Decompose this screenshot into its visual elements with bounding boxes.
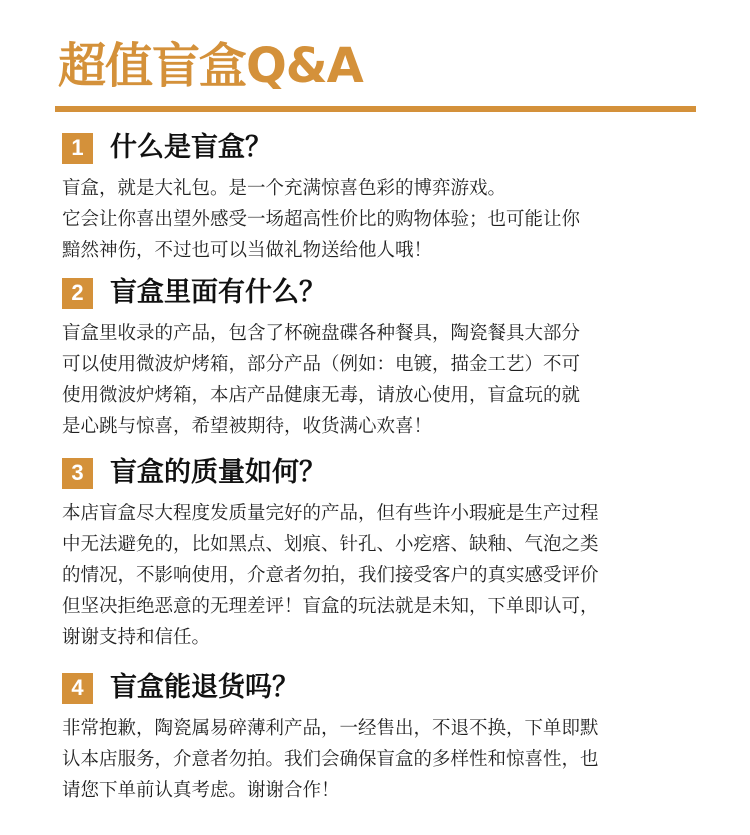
section-number-badge: 1 (62, 133, 93, 164)
answer-line: 黯然神伤，不过也可以当做礼物送给他人哦！ (62, 240, 433, 261)
answer-line: 是心跳与惊喜，希望被期待，收货满心欢喜！ (62, 416, 433, 437)
section-header (62, 670, 702, 706)
section-number-badge: 4 (62, 673, 93, 704)
qa-section-2 (62, 275, 702, 442)
qa-section-1 (62, 130, 702, 266)
title-underline (55, 106, 696, 112)
section-question: 盲盒的质量如何？ (110, 457, 326, 488)
section-header (62, 455, 702, 491)
section-answer (62, 498, 702, 653)
section-answer (62, 713, 702, 806)
section-answer (62, 173, 702, 266)
answer-line: 但坚决拒绝恶意的无理差评！盲盒的玩法就是未知，下单即认可， (62, 596, 599, 617)
answer-line: 认本店服务，介意者勿拍。我们会确保盲盒的多样性和惊喜性，也 (62, 749, 599, 770)
section-question: 盲盒能退货吗？ (110, 672, 299, 703)
answer-line: 它会让你喜出望外感受一场超高性价比的购物体验；也可能让你 (62, 209, 581, 230)
answer-line: 非常抱歉，陶瓷属易碎薄利产品，一经售出，不退不换，下单即默 (62, 718, 599, 739)
answer-line: 盲盒里收录的产品，包含了杯碗盘碟各种餐具，陶瓷餐具大部分 (62, 323, 581, 344)
answer-line: 盲盒，就是大礼包。是一个充满惊喜色彩的博弈游戏。 (62, 178, 507, 199)
section-answer (62, 318, 702, 442)
page-title: 超值盲盒Q&A (58, 38, 363, 94)
section-question: 盲盒里面有什么？ (110, 277, 326, 308)
qa-section-4 (62, 670, 702, 806)
answer-line: 谢谢支持和信任。 (62, 627, 211, 648)
section-number-badge: 2 (62, 278, 93, 309)
answer-line: 使用微波炉烤箱，本店产品健康无毒，请放心使用，盲盒玩的就 (62, 385, 581, 406)
section-question: 什么是盲盒？ (110, 132, 272, 163)
answer-line: 请您下单前认真考虑。谢谢合作！ (62, 780, 340, 801)
answer-line: 可以使用微波炉烤箱，部分产品（例如：电镀，描金工艺）不可 (62, 354, 581, 375)
answer-line: 本店盲盒尽大程度发质量完好的产品，但有些许小瑕疵是生产过程 (62, 503, 599, 524)
section-header (62, 130, 702, 166)
qa-section-3 (62, 455, 702, 653)
section-header (62, 275, 702, 311)
answer-line: 的情况，不影响使用，介意者勿拍，我们接受客户的真实感受评价 (62, 565, 599, 586)
answer-line: 中无法避免的，比如黑点、划痕、针孔、小疙瘩、缺釉、气泡之类 (62, 534, 599, 555)
section-number-badge: 3 (62, 458, 93, 489)
